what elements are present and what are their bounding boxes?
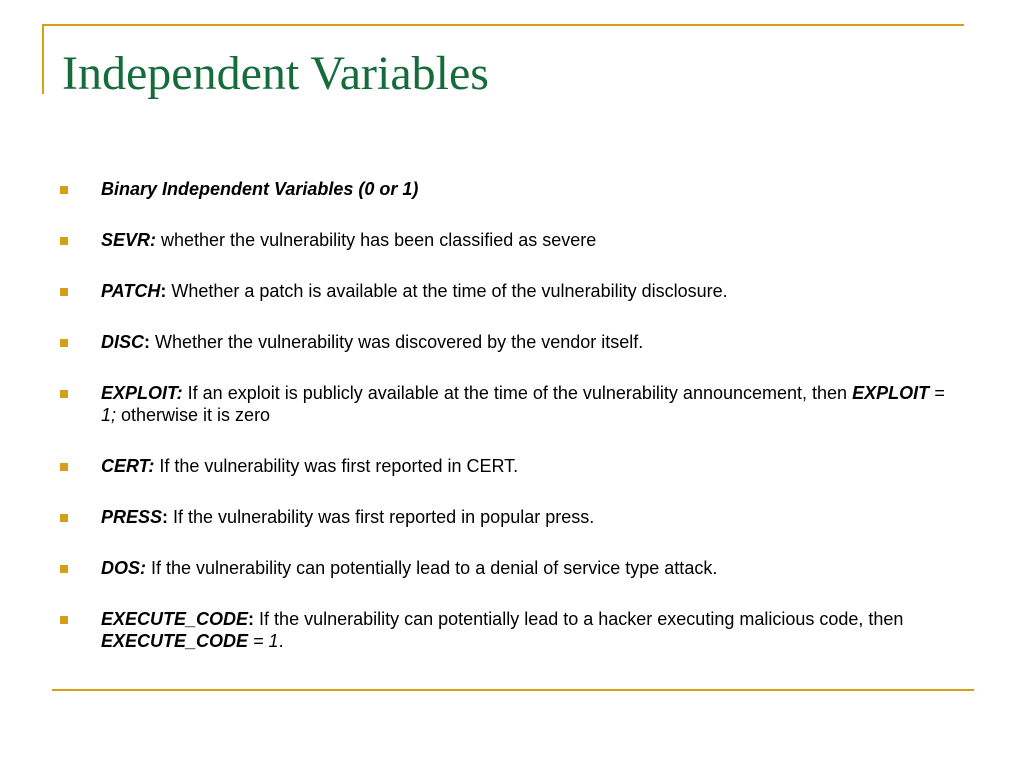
bullet-text: [101, 608, 960, 652]
square-bullet-icon: [60, 288, 68, 296]
bullet-text: [101, 229, 960, 251]
bottom-rule-line: [52, 689, 974, 691]
variable-term: PRESS: [101, 507, 163, 527]
variable-description: If the vulnerability can potentially lead to a denial of service type attack.: [146, 558, 718, 578]
square-bullet-icon: [60, 186, 68, 194]
bullet-item-sevr: [60, 229, 960, 251]
variable-description-tail: .: [278, 631, 284, 651]
variable-term: DOS:: [101, 558, 146, 578]
bullet-item-dos: [60, 557, 960, 579]
variable-description-tail: otherwise it is zero: [116, 405, 271, 425]
bullet-text: [101, 280, 960, 302]
square-bullet-icon: [60, 237, 68, 245]
square-bullet-icon: [60, 390, 68, 398]
square-bullet-icon: [60, 616, 68, 624]
variable-term: EXECUTE_CODE: [101, 609, 249, 629]
square-bullet-icon: [60, 514, 68, 522]
left-frame-line: [42, 24, 44, 94]
bullet-text: [101, 382, 960, 426]
bullet-item-cert: [60, 455, 960, 477]
square-bullet-icon: [60, 339, 68, 347]
variable-description: Whether a patch is available at the time of the vulnerability disclosure.: [166, 281, 728, 301]
variable-term-inline: EXECUTE_CODE: [101, 631, 249, 651]
variable-description: If an exploit is publicly available at the time of the vulnerability announcement, then: [182, 383, 853, 403]
bullet-item-patch: [60, 280, 960, 302]
bullet-item-press: [60, 506, 960, 528]
bullet-text: [101, 455, 960, 477]
top-frame-line: [42, 24, 964, 26]
variable-description: If the vulnerability can potentially lead to a hacker executing malicious code, then: [254, 609, 904, 629]
bullet-item-disc: [60, 331, 960, 353]
variable-term-inline: EXPLOIT: [852, 383, 930, 403]
bullet-text: [101, 331, 960, 353]
bullet-heading-text: Binary Independent Variables (0 or 1): [101, 179, 419, 199]
variable-description: whether the vulnerability has been classified as severe: [156, 230, 597, 250]
variable-term: PATCH: [101, 281, 161, 301]
term-separator: :: [144, 332, 151, 352]
bullet-text: [101, 557, 960, 579]
term-separator: :: [248, 609, 255, 629]
bullet-item-exploit: [60, 382, 960, 426]
slide-title: Independent Variables: [62, 47, 489, 100]
term-separator: :: [160, 281, 167, 301]
variable-term: DISC: [101, 332, 145, 352]
variable-description: Whether the vulnerability was discovered by the vendor itself.: [150, 332, 644, 352]
variable-description: If the vulnerability was first reported in CERT.: [154, 456, 519, 476]
bullet-list: [60, 178, 960, 681]
square-bullet-icon: [60, 463, 68, 471]
variable-expression: = 1: [248, 631, 279, 651]
variable-expression: = 1;: [101, 383, 945, 425]
variable-term: EXPLOIT:: [101, 383, 183, 403]
term-separator: :: [162, 507, 169, 527]
variable-term: SEVR:: [101, 230, 157, 250]
variable-description: If the vulnerability was first reported in popular press.: [168, 507, 595, 527]
bullet-item-heading: [60, 178, 960, 200]
bullet-item-execute-code: [60, 608, 960, 652]
variable-term: CERT:: [101, 456, 155, 476]
bullet-text: [101, 506, 960, 528]
square-bullet-icon: [60, 565, 68, 573]
